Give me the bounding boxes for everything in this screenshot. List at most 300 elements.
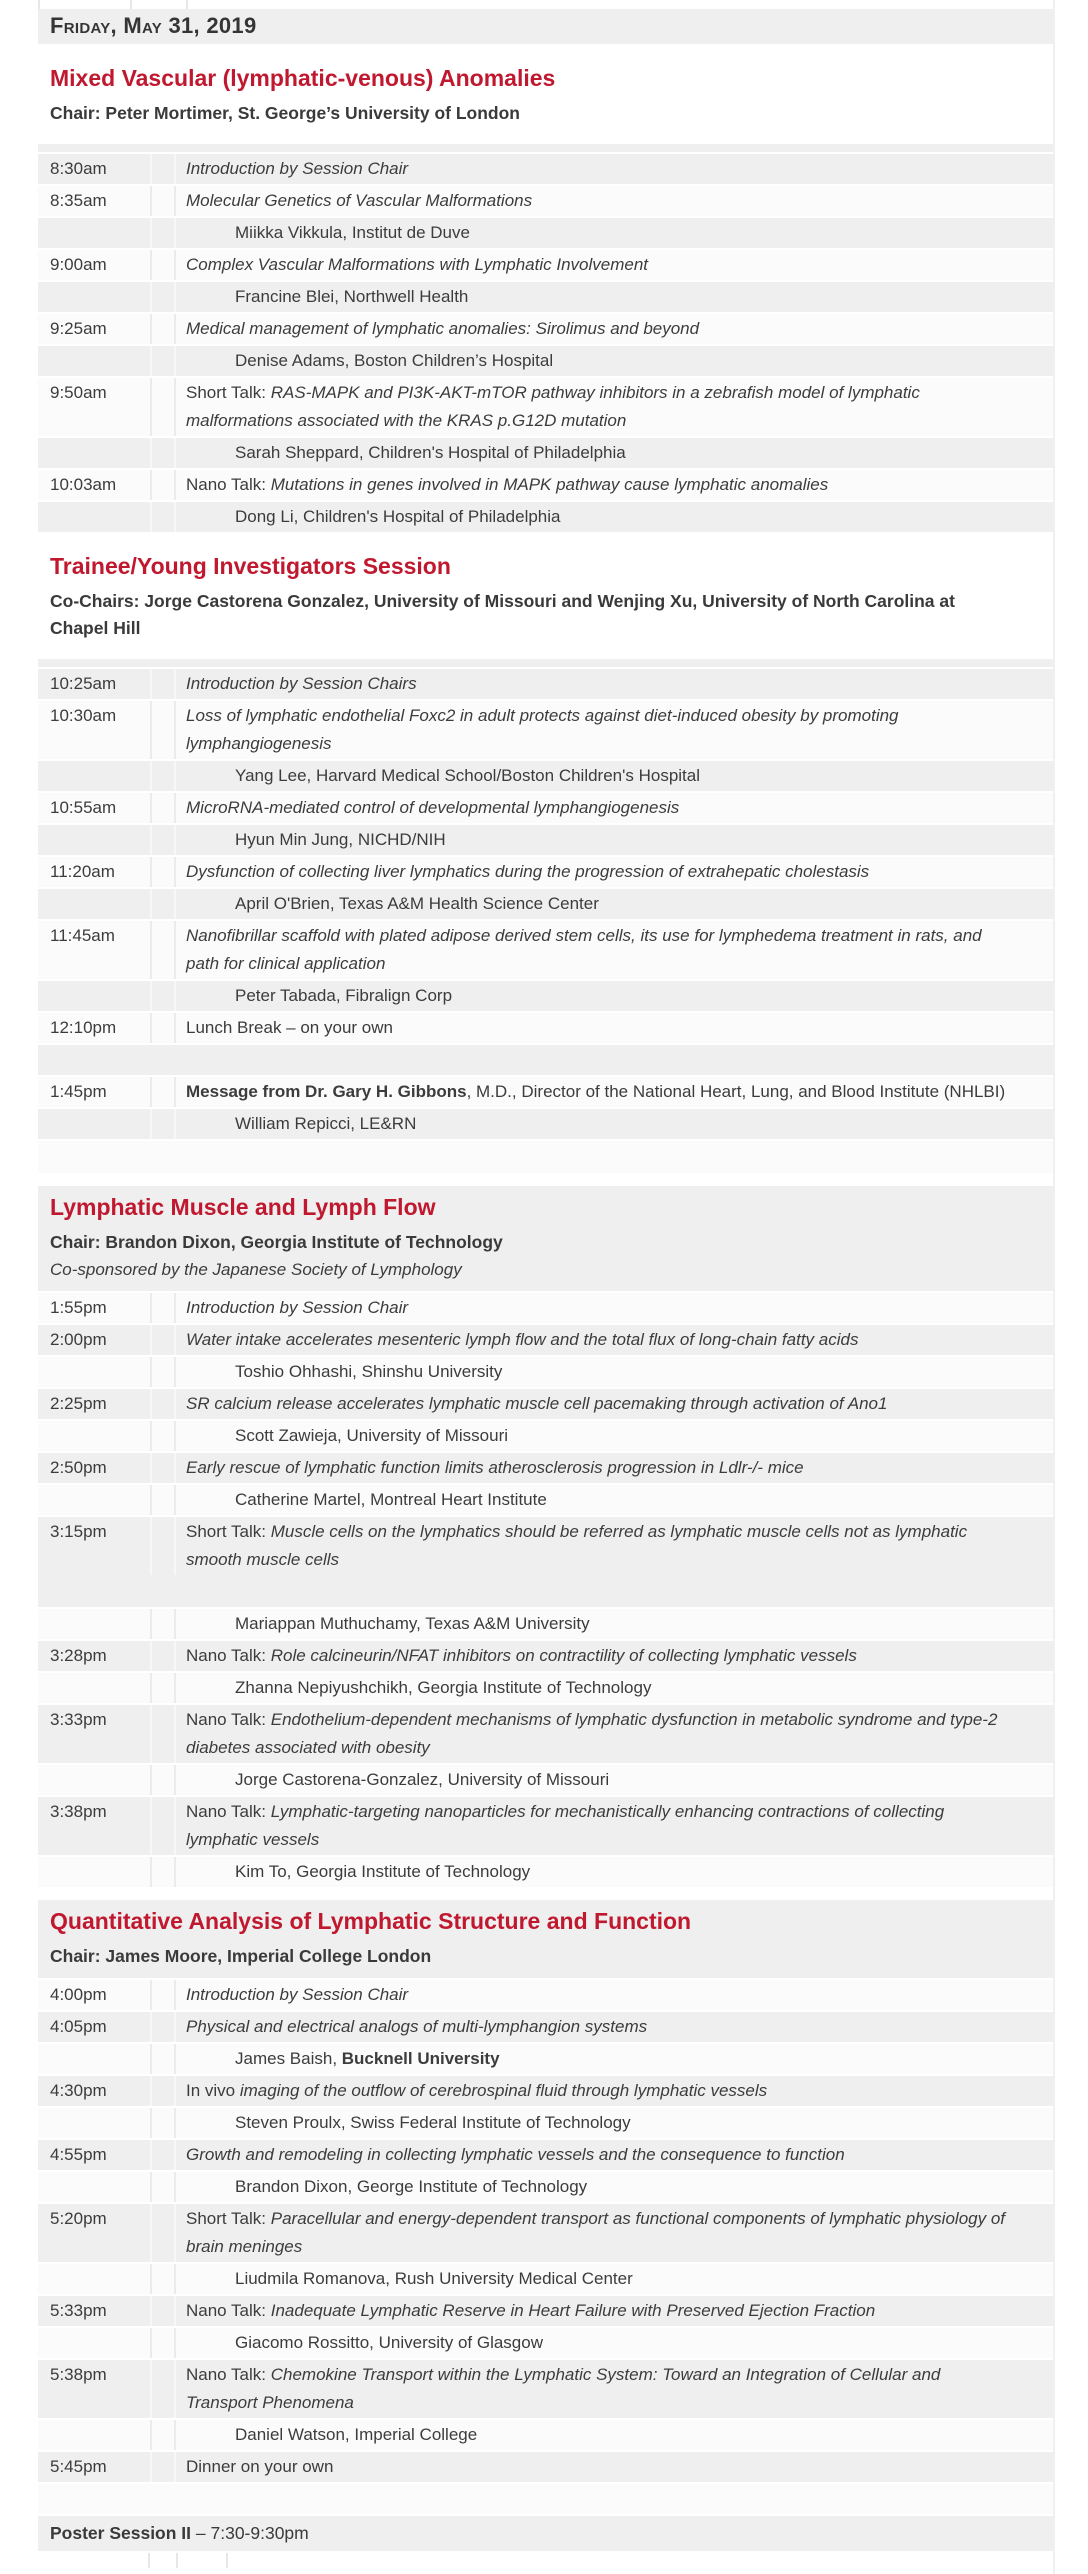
time-cell: 5:45pm (50, 2457, 107, 2476)
divider-cell (150, 470, 176, 500)
time-cell (38, 1109, 150, 1139)
time-cell (38, 2420, 150, 2450)
blank-row (38, 2484, 1054, 2516)
time-cell (38, 1609, 150, 1639)
talk-row (38, 857, 1054, 889)
divider-cell (150, 1077, 176, 1107)
speaker-row (38, 282, 1054, 314)
blank-row (38, 1045, 1054, 1077)
speaker-row (38, 502, 1054, 534)
divider-cell (150, 2012, 176, 2042)
text-segment: James Baish, (235, 2049, 342, 2068)
session-schedule-table (38, 144, 1054, 534)
time-cell: 8:35am (50, 191, 107, 210)
session-chairs: Co-Chairs: Jorge Castorena Gonzalez, University of Missouri and Wenjing Xu, University of North Carolina at Chapel Hill (50, 591, 955, 638)
divider-cell (150, 1389, 176, 1419)
text-segment: Lymphatic-targeting nanoparticles for mechanistically enhancing contractions of collecting lymphatic vessels (186, 1802, 945, 1849)
session-schedule-table (38, 659, 1054, 1175)
speaker-row (38, 1357, 1054, 1389)
time-cell: 10:25am (50, 674, 117, 693)
time-cell (38, 1357, 150, 1387)
divider-cell (150, 1109, 176, 1139)
speaker-row (38, 1673, 1054, 1705)
time-cell (38, 981, 150, 1011)
time-cell: 11:20am (50, 862, 115, 881)
divider-cell (150, 761, 176, 791)
talk-title (176, 2076, 1054, 2106)
time-cell: 4:00pm (50, 1985, 107, 2004)
text-segment: Short Talk: (186, 383, 271, 402)
time-cell (38, 1857, 150, 1887)
speaker-row (38, 218, 1054, 250)
text-segment: Denise Adams, Boston Children’s Hospital (235, 351, 554, 370)
talk-title (176, 1980, 1054, 2010)
text-segment: Molecular Genetics of Vascular Malformations (186, 191, 533, 210)
divider-cell (150, 1421, 176, 1451)
time-cell: 3:28pm (50, 1646, 107, 1665)
speaker-row (38, 2420, 1054, 2452)
text-segment: In vivo (186, 2081, 240, 2100)
text-segment: Complex Vascular Malformations with Lymphatic Involvement (186, 255, 649, 274)
text-segment: Loss of lymphatic endothelial Foxc2 in adult protects against diet-induced obesity by promoting lymphangiogenesis (186, 706, 899, 753)
text-segment: Toshio Ohhashi, Shinshu University (235, 1362, 503, 1381)
talk-row (38, 1641, 1054, 1673)
text-segment: Introduction by Session Chair (186, 1298, 409, 1317)
session-header (38, 1186, 1054, 1293)
divider-cell (150, 1673, 176, 1703)
divider-cell (150, 1857, 176, 1887)
divider-cell (150, 438, 176, 468)
session-title: Mixed Vascular (lymphatic-venous) Anomalies (50, 65, 556, 91)
text-segment: Daniel Watson, Imperial College (235, 2425, 478, 2444)
talk-title (176, 1325, 1054, 1355)
text-segment: Nano Talk: (186, 2365, 271, 2384)
speaker-name (176, 2172, 1054, 2202)
talk-title (176, 1517, 1054, 1575)
divider-cell (150, 1485, 176, 1515)
talk-title (176, 2296, 1054, 2326)
fragment-divider-line (226, 2553, 228, 2568)
talk-title (176, 1797, 1054, 1855)
speaker-name (176, 218, 1054, 248)
time-cell: 4:55pm (50, 2145, 107, 2164)
text-segment: Endothelium-dependent mechanisms of lymphatic dysfunction in metabolic syndrome and type-2 diabetes associated with obesity (186, 1710, 998, 1757)
speaker-row (38, 2044, 1054, 2076)
speaker-name (176, 1765, 1054, 1795)
divider-cell (150, 889, 176, 919)
speaker-row (38, 346, 1054, 378)
divider-cell (150, 2264, 176, 2294)
divider-cell (150, 314, 176, 344)
talk-title (176, 154, 1054, 184)
time-cell (38, 1485, 150, 1515)
text-segment: Short Talk: (186, 1522, 271, 1541)
time-cell: 2:50pm (50, 1458, 107, 1477)
speaker-row (38, 2328, 1054, 2360)
talk-title (176, 314, 1054, 344)
time-cell: 2:25pm (50, 1394, 107, 1413)
time-cell: 1:55pm (50, 1298, 107, 1317)
divider-cell (150, 154, 176, 184)
text-segment: Peter Tabada, Fibralign Corp (235, 986, 453, 1005)
talk-row (38, 314, 1054, 346)
talk-title (176, 1641, 1054, 1671)
text-segment: Role calcineurin/NFAT inhibitors on contractility of collecting lymphatic vessels (270, 1646, 857, 1665)
time-cell: 5:38pm (50, 2365, 107, 2384)
speaker-row (38, 1609, 1054, 1641)
poster-session-row (38, 2516, 1054, 2553)
date-header: Friday, May 31, 2019 (38, 9, 1054, 46)
text-segment: April O'Brien, Texas A&M Health Science Center (235, 894, 599, 913)
divider-cell (150, 2204, 176, 2262)
time-cell: 10:03am (50, 475, 117, 494)
speaker-name (176, 2108, 1054, 2138)
time-cell: 4:30pm (50, 2081, 107, 2100)
divider-cell (150, 2172, 176, 2202)
text-segment: Jorge Castorena-Gonzalez, University of Missouri (235, 1770, 610, 1789)
text-segment: MicroRNA-mediated control of developmental lymphangiogenesis (186, 798, 680, 817)
blank-row (38, 1141, 1054, 1175)
time-cell (38, 1765, 150, 1795)
text-segment: Steven Proulx, Swiss Federal Institute of Technology (235, 2113, 631, 2132)
session-chairs: Chair: James Moore, Imperial College London (50, 1946, 432, 1966)
talk-row (38, 1517, 1054, 1609)
talk-row (38, 1077, 1054, 1109)
time-cell: 4:05pm (50, 2017, 107, 2036)
talk-row (38, 2296, 1054, 2328)
talk-row (38, 1705, 1054, 1765)
fragment-divider-line (148, 2553, 150, 2568)
text-segment: Early rescue of lymphatic function limits atherosclerosis progression in Ldlr-/- mice (186, 1458, 804, 1477)
text-segment: Catherine Martel, Montreal Heart Institute (235, 1490, 547, 1509)
text-segment: Liudmila Romanova, Rush University Medical Center (235, 2269, 633, 2288)
talk-row (38, 2140, 1054, 2172)
text-segment: Scott Zawieja, University of Missouri (235, 1426, 509, 1445)
time-cell: 1:45pm (50, 1082, 107, 1101)
talk-row (38, 2076, 1054, 2108)
time-cell (38, 2108, 150, 2138)
session-schedule-table (38, 1980, 1054, 2516)
time-cell (38, 1421, 150, 1451)
session-title: Quantitative Analysis of Lymphatic Structure and Function (50, 1908, 692, 1934)
time-cell (38, 2328, 150, 2358)
divider-cell (150, 1609, 176, 1639)
session-block (38, 545, 1054, 1175)
talk-title (176, 1705, 1054, 1763)
time-cell: 3:38pm (50, 1802, 107, 1821)
text-segment: Dong Li, Children's Hospital of Philadelphia (235, 507, 561, 526)
talk-title (176, 701, 1054, 759)
page-edge-line (1053, 0, 1055, 2574)
time-cell: 5:20pm (50, 2209, 107, 2228)
divider-cell (150, 1517, 176, 1575)
text-segment: Nano Talk: (186, 1710, 271, 1729)
divider-cell (150, 1357, 176, 1387)
text-segment: Miikka Vikkula, Institut de Duve (235, 223, 470, 242)
speaker-row (38, 1485, 1054, 1517)
session-chairs: Chair: Brandon Dixon, Georgia Institute of Technology (50, 1232, 503, 1252)
speaker-name (176, 2264, 1054, 2294)
divider-cell (150, 825, 176, 855)
text-segment: Nanofibrillar scaffold with plated adipose derived stem cells, its use for lymphedema treatment in rats, and path for clinical application (186, 926, 982, 973)
divider-cell (150, 1705, 176, 1763)
talk-row (38, 921, 1054, 981)
divider-cell (150, 218, 176, 248)
text-segment: Nano Talk: (186, 1646, 271, 1665)
speaker-row (38, 1857, 1054, 1889)
text-segment: Paracellular and energy-dependent transport as functional components of lymphatic physiology of brain meninges (186, 2209, 1006, 2256)
talk-title (176, 1077, 1054, 1107)
text-segment: Water intake accelerates mesenteric lymph flow and the total flux of long-chain fatty acids (186, 1330, 859, 1349)
text-segment: Mutations in genes involved in MAPK pathway cause lymphatic anomalies (270, 475, 829, 494)
divider-cell (150, 1797, 176, 1855)
speaker-name (176, 1673, 1054, 1703)
talk-row (38, 2012, 1054, 2044)
text-segment: Introduction by Session Chair (186, 1985, 409, 2004)
text-segment: Message from Dr. Gary H. Gibbons (186, 1082, 467, 1101)
text-segment: Medical management of lymphatic anomalies: Sirolimus and beyond (186, 319, 700, 338)
speaker-name (176, 2328, 1054, 2358)
talk-row (38, 2360, 1054, 2420)
talk-title (176, 2012, 1054, 2042)
speaker-row (38, 438, 1054, 470)
divider-cell (150, 1325, 176, 1355)
speaker-row (38, 2108, 1054, 2140)
text-segment: Muscle cells on the lymphatics should be referred as lymphatic muscle cells not as lymphatic smooth muscle cells (186, 1522, 968, 1569)
time-cell: 9:50am (50, 383, 107, 402)
time-cell (38, 438, 150, 468)
talk-title (176, 1389, 1054, 1419)
time-cell (38, 218, 150, 248)
table-spacer-row (38, 659, 1054, 669)
talk-row (38, 378, 1054, 438)
talk-row (38, 250, 1054, 282)
talk-row (38, 186, 1054, 218)
text-segment: Short Talk: (186, 2209, 271, 2228)
talk-title (176, 2204, 1054, 2262)
text-segment: Lunch Break – on your own (186, 1018, 393, 1037)
speaker-name (176, 1357, 1054, 1387)
speaker-row (38, 2264, 1054, 2296)
talk-title (176, 378, 1054, 436)
divider-cell (150, 2076, 176, 2106)
talk-row (38, 470, 1054, 502)
time-cell (38, 502, 150, 532)
text-segment: Chemokine Transport within the Lymphatic System: Toward an Integration of Cellular and Transport Phenomena (186, 2365, 941, 2412)
divider-cell (150, 502, 176, 532)
divider-cell (150, 2452, 176, 2482)
text-segment: imaging of the outflow of cerebrospinal fluid through lymphatic vessels (239, 2081, 768, 2100)
speaker-name (176, 889, 1054, 919)
speaker-name (176, 1421, 1054, 1451)
session-header (38, 57, 1054, 135)
talk-row (38, 1389, 1054, 1421)
speaker-row (38, 1765, 1054, 1797)
divider-cell (150, 921, 176, 979)
fragment-divider-line (176, 2553, 178, 2568)
divider-cell (150, 2108, 176, 2138)
divider-cell (150, 1453, 176, 1483)
talk-row (38, 2452, 1054, 2484)
next-row-fragment (38, 2553, 1054, 2568)
talk-row (38, 1013, 1054, 1045)
time-cell: 10:30am (50, 706, 117, 725)
speaker-row (38, 1109, 1054, 1141)
text-segment: Mariappan Muthuchamy, Texas A&M University (235, 1614, 590, 1633)
talk-title (176, 2360, 1054, 2418)
previous-row-fragment (38, 0, 1054, 9)
session-chairs: Chair: Peter Mortimer, St. George’s University of London (50, 103, 520, 123)
talk-title (176, 793, 1054, 823)
divider-cell (150, 1641, 176, 1671)
divider-cell (150, 2328, 176, 2358)
divider-cell (150, 793, 176, 823)
speaker-name (176, 1485, 1054, 1515)
time-cell: 3:33pm (50, 1710, 107, 1729)
time-cell: 2:00pm (50, 1330, 107, 1349)
talk-row (38, 1980, 1054, 2012)
text-segment: Introduction by Session Chairs (186, 674, 417, 693)
speaker-name (176, 1109, 1054, 1139)
time-cell (38, 2044, 150, 2074)
text-segment: Bucknell University (341, 2049, 500, 2068)
text-segment: Zhanna Nepiyushchikh, Georgia Institute of Technology (235, 1678, 652, 1697)
session-block (38, 1186, 1054, 1889)
poster-session-time: – 7:30-9:30pm (191, 2523, 309, 2543)
poster-session-title: Poster Session II (50, 2523, 192, 2543)
divider-cell (150, 1013, 176, 1043)
speaker-name (176, 825, 1054, 855)
talk-row (38, 669, 1054, 701)
text-segment: Giacomo Rossitto, University of Glasgow (235, 2333, 543, 2352)
divider-cell (150, 378, 176, 436)
text-segment: , M.D., Director of the National Heart, Lung, and Blood Institute (NHLBI) (466, 1082, 1006, 1101)
session-schedule-table (38, 1293, 1054, 1889)
session-header (38, 1900, 1054, 1980)
speaker-name (176, 761, 1054, 791)
table-spacer-row (38, 144, 1054, 154)
text-segment: Francine Blei, Northwell Health (235, 287, 469, 306)
divider-cell (150, 2140, 176, 2170)
divider-cell (150, 1293, 176, 1323)
time-cell (38, 761, 150, 791)
time-cell: 10:55am (50, 798, 117, 817)
talk-title (176, 1453, 1054, 1483)
divider-cell (150, 282, 176, 312)
time-cell (38, 282, 150, 312)
speaker-name (176, 981, 1054, 1011)
time-cell: 8:30am (50, 159, 107, 178)
text-segment: Dysfunction of collecting liver lymphatics during the progression of extrahepatic cholestasis (186, 862, 870, 881)
text-segment: Kim To, Georgia Institute of Technology (235, 1862, 531, 1881)
divider-cell (150, 857, 176, 887)
divider-cell (150, 669, 176, 699)
text-segment: Introduction by Session Chair (186, 159, 409, 178)
speaker-name (176, 1857, 1054, 1887)
talk-title (176, 857, 1054, 887)
talk-title (176, 2452, 1054, 2482)
talk-row (38, 154, 1054, 186)
text-segment: Sarah Sheppard, Children's Hospital of Philadelphia (235, 443, 626, 462)
time-cell (38, 889, 150, 919)
talk-title (176, 186, 1054, 216)
talk-title (176, 2140, 1054, 2170)
text-segment: SR calcium release accelerates lymphatic muscle cell pacemaking through activation of Ano1 (186, 1394, 888, 1413)
text-segment: Hyun Min Jung, NICHD/NIH (235, 830, 446, 849)
speaker-name (176, 1609, 1054, 1639)
time-cell (38, 2264, 150, 2294)
text-segment: William Repicci, LE&RN (235, 1114, 417, 1133)
text-segment: Growth and remodeling in collecting lymphatic vessels and the consequence to function (186, 2145, 845, 2164)
fragment-divider-line (186, 0, 188, 9)
time-cell: 12:10pm (50, 1018, 117, 1037)
speaker-name (176, 2044, 1054, 2074)
session-block (38, 1900, 1054, 2516)
speaker-row (38, 825, 1054, 857)
talk-title (176, 669, 1054, 699)
talk-row (38, 701, 1054, 761)
divider-cell (150, 2044, 176, 2074)
divider-cell (150, 981, 176, 1011)
talk-row (38, 1293, 1054, 1325)
speaker-name (176, 346, 1054, 376)
speaker-row (38, 1421, 1054, 1453)
time-cell: 5:33pm (50, 2301, 107, 2320)
text-segment: Dinner on your own (186, 2457, 334, 2476)
session-block (38, 57, 1054, 534)
talk-row (38, 2204, 1054, 2264)
text-segment: Nano Talk: (186, 1802, 271, 1821)
text-segment: Yang Lee, Harvard Medical School/Boston Children's Hospital (235, 766, 701, 785)
text-segment: Brandon Dixon, George Institute of Technology (235, 2177, 588, 2196)
speaker-name (176, 282, 1054, 312)
sessions-container (38, 57, 1054, 2516)
session-header (38, 545, 1054, 650)
session-title: Trainee/Young Investigators Session (50, 553, 451, 579)
speaker-name (176, 438, 1054, 468)
time-cell (38, 346, 150, 376)
divider-cell (150, 186, 176, 216)
text-segment: Inadequate Lymphatic Reserve in Heart Failure with Preserved Ejection Fraction (270, 2301, 876, 2320)
divider-cell (150, 2296, 176, 2326)
time-cell (38, 2172, 150, 2202)
time-cell: 3:15pm (50, 1522, 107, 1541)
session-sponsor-note: Co-sponsored by the Japanese Society of Lymphology (50, 1260, 462, 1279)
time-cell (38, 1673, 150, 1703)
talk-title (176, 470, 1054, 500)
divider-cell (150, 1765, 176, 1795)
fragment-divider-line (130, 0, 132, 9)
speaker-row (38, 981, 1054, 1013)
text-segment: RAS-MAPK and PI3K-AKT-mTOR pathway inhibitors in a zebrafish model of lymphatic malformations associated with the KRAS p.G12D mutation (186, 383, 920, 430)
talk-row (38, 1453, 1054, 1485)
divider-cell (150, 346, 176, 376)
text-segment: Physical and electrical analogs of multi-lymphangion systems (186, 2017, 648, 2036)
divider-cell (150, 701, 176, 759)
talk-title (176, 250, 1054, 280)
talk-row (38, 1797, 1054, 1857)
divider-cell (150, 2360, 176, 2418)
time-cell: 11:45am (50, 926, 115, 945)
time-cell (38, 825, 150, 855)
talk-title (176, 1293, 1054, 1323)
speaker-row (38, 761, 1054, 793)
speaker-name (176, 2420, 1054, 2450)
divider-cell (150, 1980, 176, 2010)
divider-cell (150, 2420, 176, 2450)
fragment-divider-line (38, 0, 40, 9)
talk-row (38, 793, 1054, 825)
